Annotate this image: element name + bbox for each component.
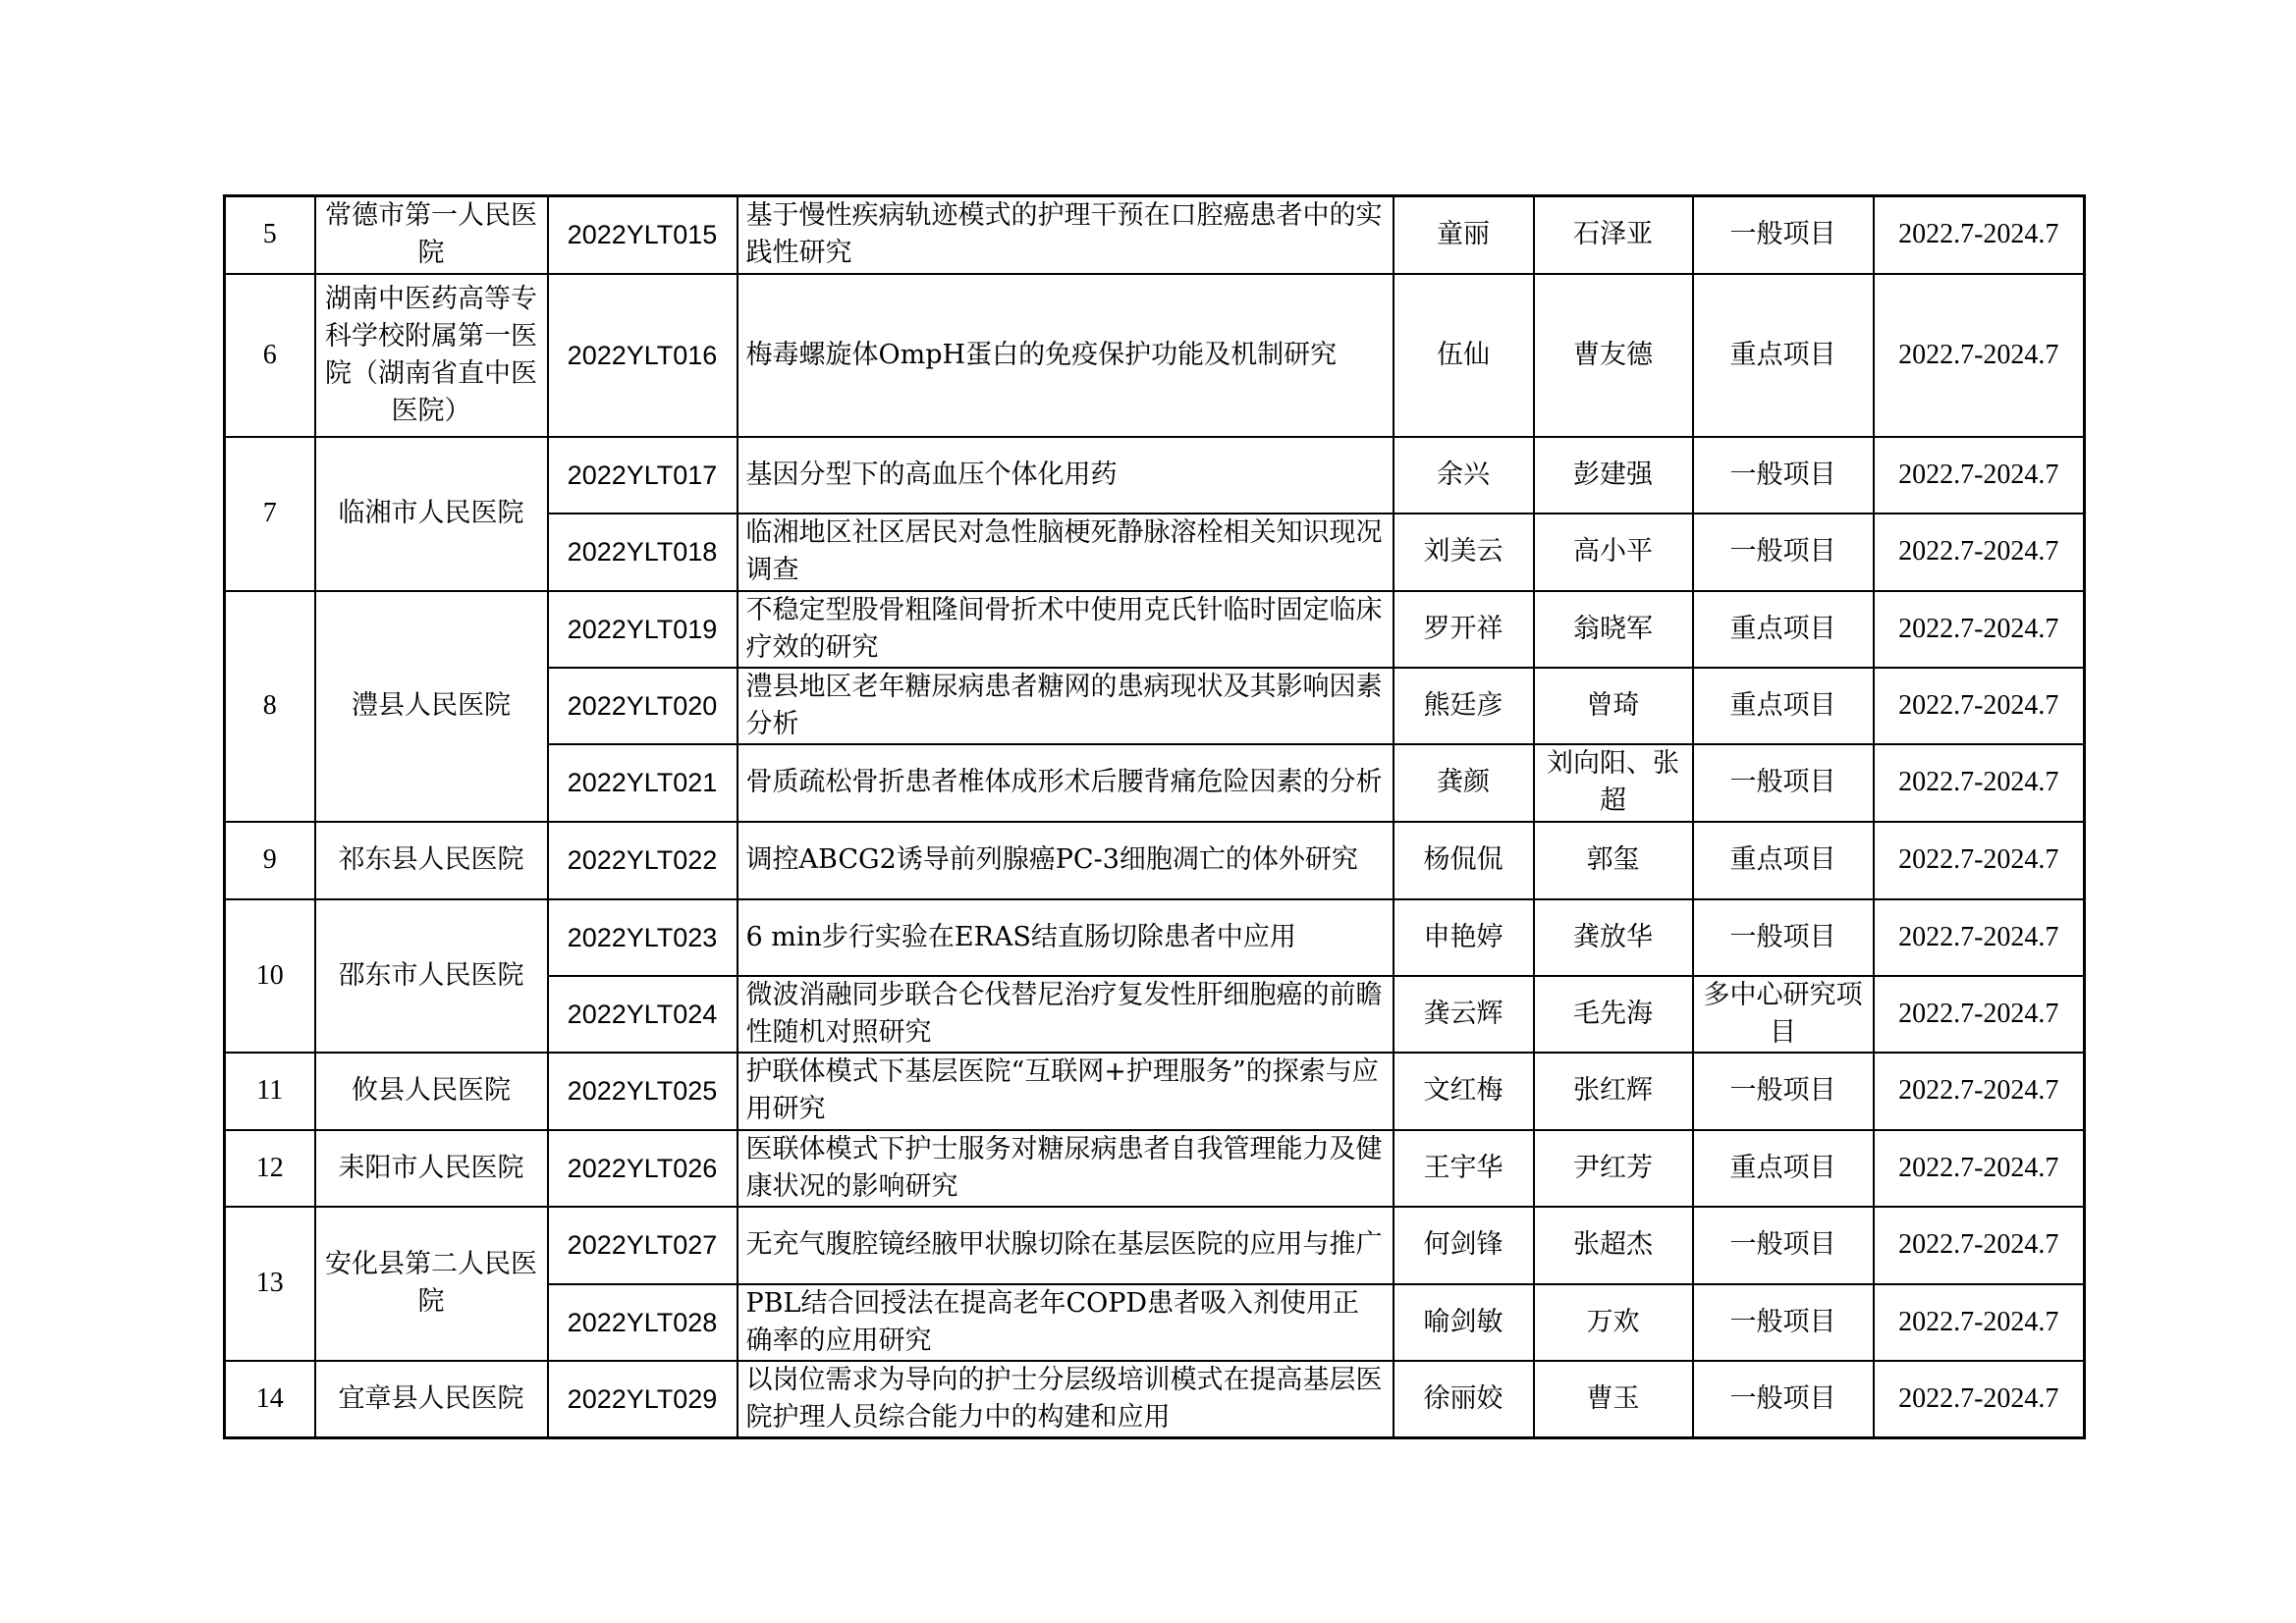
row-number: 10 [225, 899, 315, 1053]
leader-cell: 杨侃侃 [1394, 822, 1534, 899]
hospital-cell: 耒阳市人民医院 [315, 1130, 548, 1207]
project-code-cell: 2022YLT019 [548, 591, 738, 668]
leader-cell: 龚云辉 [1394, 976, 1534, 1053]
project-code-cell: 2022YLT021 [548, 744, 738, 822]
row-number: 14 [225, 1361, 315, 1438]
table-row [225, 196, 2085, 274]
leader-cell: 文红梅 [1394, 1053, 1534, 1130]
category-cell: 一般项目 [1693, 1361, 1874, 1438]
hospital-cell: 祁东县人民医院 [315, 822, 548, 899]
project-code-cell: 2022YLT022 [548, 822, 738, 899]
row-number: 13 [225, 1207, 315, 1361]
mentor-cell: 翁晓军 [1534, 591, 1693, 668]
project-code-cell: 2022YLT020 [548, 668, 738, 744]
period-cell: 2022.7-2024.7 [1874, 1053, 2085, 1130]
period-cell: 2022.7-2024.7 [1874, 196, 2085, 274]
project-code-cell: 2022YLT025 [548, 1053, 738, 1130]
mentor-cell: 张红辉 [1534, 1053, 1693, 1130]
table-row [225, 1207, 2085, 1284]
table-row [225, 822, 2085, 899]
project-title-cell: 以岗位需求为导向的护士分层级培训模式在提高基层医院护理人员综合能力中的构建和应用 [738, 1361, 1394, 1438]
period-cell: 2022.7-2024.7 [1874, 899, 2085, 976]
project-title-cell: PBL结合回授法在提高老年COPD患者吸入剂使用正确率的应用研究 [738, 1284, 1394, 1361]
mentor-cell: 刘向阳、张超 [1534, 744, 1693, 822]
category-cell: 一般项目 [1693, 1207, 1874, 1284]
project-code-cell: 2022YLT023 [548, 899, 738, 976]
mentor-cell: 曹友德 [1534, 274, 1693, 437]
project-title-cell: 临湘地区社区居民对急性脑梗死静脉溶栓相关知识现况调查 [738, 514, 1394, 591]
period-cell: 2022.7-2024.7 [1874, 274, 2085, 437]
leader-cell: 熊廷彦 [1394, 668, 1534, 744]
category-cell: 一般项目 [1693, 744, 1874, 822]
row-number: 12 [225, 1130, 315, 1207]
row-number: 11 [225, 1053, 315, 1130]
period-cell: 2022.7-2024.7 [1874, 1361, 2085, 1438]
leader-cell: 伍仙 [1394, 274, 1534, 437]
period-cell: 2022.7-2024.7 [1874, 668, 2085, 744]
mentor-cell: 郭玺 [1534, 822, 1693, 899]
project-title-cell: 梅毒螺旋体OmpH蛋白的免疫保护功能及机制研究 [738, 274, 1394, 437]
project-code-cell: 2022YLT017 [548, 437, 738, 514]
project-code-cell: 2022YLT018 [548, 514, 738, 591]
project-title-cell: 护联体模式下基层医院“互联网+护理服务”的探索与应用研究 [738, 1053, 1394, 1130]
project-code-cell: 2022YLT026 [548, 1130, 738, 1207]
mentor-cell: 龚放华 [1534, 899, 1693, 976]
row-number: 7 [225, 437, 315, 591]
table-row [225, 899, 2085, 976]
hospital-cell: 宜章县人民医院 [315, 1361, 548, 1438]
category-cell: 一般项目 [1693, 899, 1874, 976]
period-cell: 2022.7-2024.7 [1874, 1284, 2085, 1361]
period-cell: 2022.7-2024.7 [1874, 744, 2085, 822]
row-number: 8 [225, 591, 315, 822]
hospital-cell: 邵东市人民医院 [315, 899, 548, 1053]
project-title-cell: 调控ABCG2诱导前列腺癌PC-3细胞凋亡的体外研究 [738, 822, 1394, 899]
leader-cell: 申艳婷 [1394, 899, 1534, 976]
project-title-cell: 基于慢性疾病轨迹模式的护理干预在口腔癌患者中的实践性研究 [738, 196, 1394, 274]
project-code-cell: 2022YLT028 [548, 1284, 738, 1361]
table-row [225, 1361, 2085, 1438]
period-cell: 2022.7-2024.7 [1874, 591, 2085, 668]
table-row [225, 437, 2085, 514]
projects-table [223, 194, 2086, 1439]
project-title-cell: 医联体模式下护士服务对糖尿病患者自我管理能力及健康状况的影响研究 [738, 1130, 1394, 1207]
project-code-cell: 2022YLT027 [548, 1207, 738, 1284]
project-code-cell: 2022YLT016 [548, 274, 738, 437]
project-code-cell: 2022YLT029 [548, 1361, 738, 1438]
period-cell: 2022.7-2024.7 [1874, 437, 2085, 514]
period-cell: 2022.7-2024.7 [1874, 1130, 2085, 1207]
project-title-cell: 骨质疏松骨折患者椎体成形术后腰背痛危险因素的分析 [738, 744, 1394, 822]
project-title-cell: 基因分型下的高血压个体化用药 [738, 437, 1394, 514]
mentor-cell: 石泽亚 [1534, 196, 1693, 274]
project-title-cell: 不稳定型股骨粗隆间骨折术中使用克氏针临时固定临床疗效的研究 [738, 591, 1394, 668]
mentor-cell: 万欢 [1534, 1284, 1693, 1361]
leader-cell: 余兴 [1394, 437, 1534, 514]
leader-cell: 龚颜 [1394, 744, 1534, 822]
category-cell: 重点项目 [1693, 1130, 1874, 1207]
hospital-cell: 攸县人民医院 [315, 1053, 548, 1130]
mentor-cell: 毛先海 [1534, 976, 1693, 1053]
table-row [225, 591, 2085, 668]
row-number: 9 [225, 822, 315, 899]
project-code-cell: 2022YLT024 [548, 976, 738, 1053]
category-cell: 一般项目 [1693, 1284, 1874, 1361]
mentor-cell: 曾琦 [1534, 668, 1693, 744]
category-cell: 多中心研究项目 [1693, 976, 1874, 1053]
leader-cell: 徐丽姣 [1394, 1361, 1534, 1438]
hospital-cell: 澧县人民医院 [315, 591, 548, 822]
leader-cell: 喻剑敏 [1394, 1284, 1534, 1361]
category-cell: 一般项目 [1693, 1053, 1874, 1130]
project-code-cell: 2022YLT015 [548, 196, 738, 274]
leader-cell: 何剑锋 [1394, 1207, 1534, 1284]
mentor-cell: 曹玉 [1534, 1361, 1693, 1438]
category-cell: 重点项目 [1693, 822, 1874, 899]
mentor-cell: 彭建强 [1534, 437, 1693, 514]
mentor-cell: 张超杰 [1534, 1207, 1693, 1284]
project-title-cell: 微波消融同步联合仑伐替尼治疗复发性肝细胞癌的前瞻性随机对照研究 [738, 976, 1394, 1053]
project-title-cell: 6 min步行实验在ERAS结直肠切除患者中应用 [738, 899, 1394, 976]
leader-cell: 罗开祥 [1394, 591, 1534, 668]
row-number: 6 [225, 274, 315, 437]
category-cell: 一般项目 [1693, 437, 1874, 514]
leader-cell: 刘美云 [1394, 514, 1534, 591]
project-title-cell: 无充气腹腔镜经腋甲状腺切除在基层医院的应用与推广 [738, 1207, 1394, 1284]
hospital-cell: 常德市第一人民医院 [315, 196, 548, 274]
category-cell: 一般项目 [1693, 514, 1874, 591]
category-cell: 重点项目 [1693, 274, 1874, 437]
hospital-cell: 临湘市人民医院 [315, 437, 548, 591]
table-row [225, 1130, 2085, 1207]
period-cell: 2022.7-2024.7 [1874, 514, 2085, 591]
table-row [225, 274, 2085, 437]
period-cell: 2022.7-2024.7 [1874, 1207, 2085, 1284]
category-cell: 重点项目 [1693, 591, 1874, 668]
period-cell: 2022.7-2024.7 [1874, 976, 2085, 1053]
category-cell: 一般项目 [1693, 196, 1874, 274]
mentor-cell: 高小平 [1534, 514, 1693, 591]
hospital-cell: 湖南中医药高等专科学校附属第一医院（湖南省直中医医院） [315, 274, 548, 437]
hospital-cell: 安化县第二人民医院 [315, 1207, 548, 1361]
mentor-cell: 尹红芳 [1534, 1130, 1693, 1207]
leader-cell: 王宇华 [1394, 1130, 1534, 1207]
table-row [225, 1053, 2085, 1130]
row-number: 5 [225, 196, 315, 274]
category-cell: 重点项目 [1693, 668, 1874, 744]
project-title-cell: 澧县地区老年糖尿病患者糖网的患病现状及其影响因素分析 [738, 668, 1394, 744]
period-cell: 2022.7-2024.7 [1874, 822, 2085, 899]
leader-cell: 童丽 [1394, 196, 1534, 274]
